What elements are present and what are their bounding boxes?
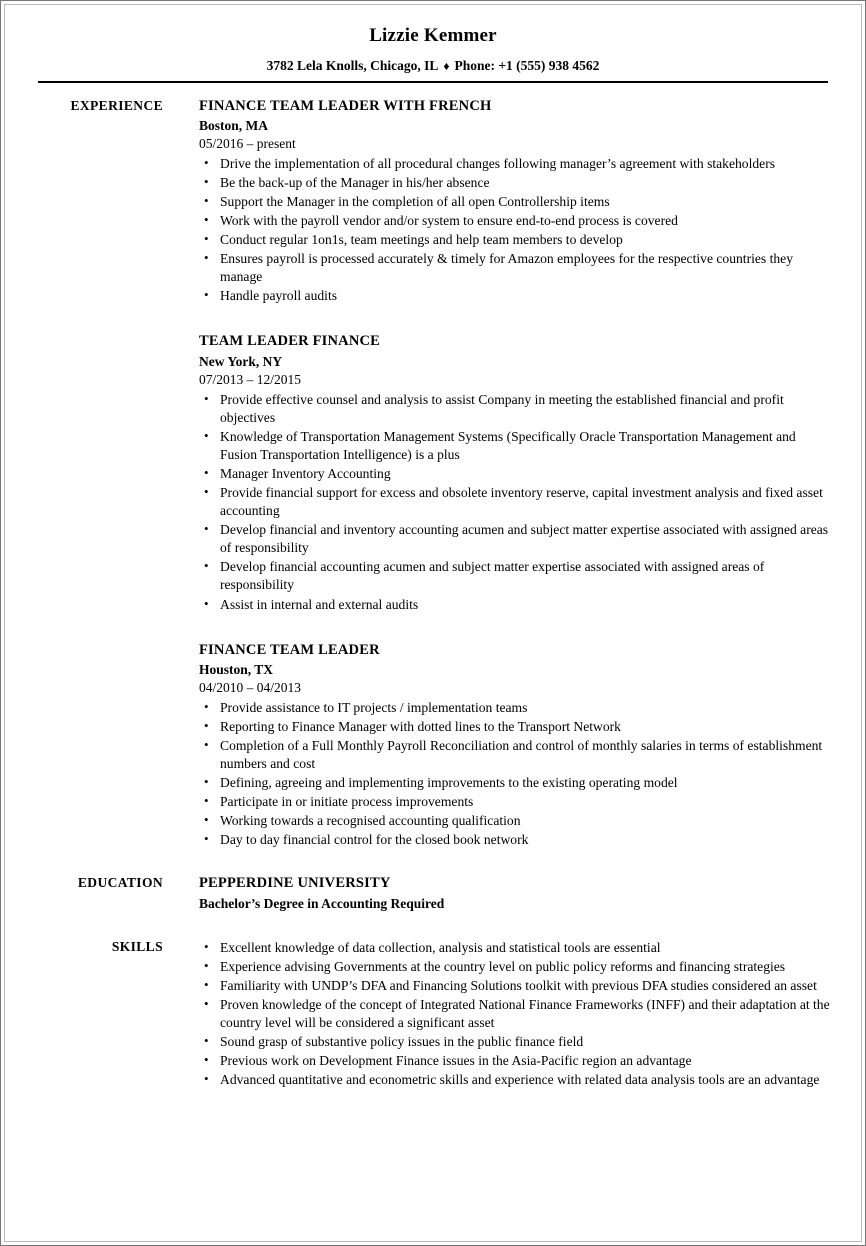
list-item: • Previous work on Development Finance issues in the Asia-Pacific region an advantage (199, 1052, 830, 1070)
list-item: • Work with the payroll vendor and/or system to ensure end-to-end process is covered (199, 212, 830, 230)
job-location: Houston, TX (199, 661, 274, 677)
list-item: • Assist in internal and external audits (199, 596, 830, 614)
contact-phone: Phone: +1 (555) 938 4562 (454, 57, 600, 73)
job-location: New York, NY (199, 353, 283, 369)
job-title: FINANCE TEAM LEADER (199, 641, 380, 658)
candidate-name: Lizzie Kemmer (369, 25, 497, 46)
list-item: • Provide effective counsel and analysis to assist Company in meeting the established financial and profit objectives (199, 391, 830, 427)
section-experience (36, 97, 830, 850)
section-label-experience: EXPERIENCE (70, 97, 163, 113)
job-bullet-list (199, 155, 830, 306)
list-item: • Conduct regular 1on1s, team meetings and help team members to develop (199, 231, 830, 249)
list-item: • Completion of a Full Monthly Payroll Reconciliation and control of monthly salaries in terms of establishment numbers and cost (199, 737, 830, 773)
job-bullet-list (199, 699, 830, 850)
diamond-separator-icon: ♦ (443, 58, 450, 73)
experience-entry (199, 641, 830, 850)
list-item: • Drive the implementation of all procedural changes following manager’s agreement with stakeholders (199, 155, 830, 173)
list-item: • Handle payroll audits (199, 287, 830, 305)
list-item: • Develop financial and inventory accounting acumen and subject matter expertise associated with assigned areas of responsibility (199, 521, 830, 557)
skills-bullet-list (199, 939, 830, 1090)
job-dates: 05/2016 – present (199, 136, 296, 152)
list-item: • Defining, agreeing and implementing improvements to the existing operating model (199, 774, 830, 792)
experience-entry (199, 332, 830, 613)
list-item: • Provide assistance to IT projects / implementation teams (199, 699, 830, 717)
list-item: • Experience advising Governments at the country level on public policy reforms and financing strategies (199, 958, 830, 976)
list-item: • Knowledge of Transportation Management Systems (Specifically Oracle Transportation Management and Fusion Transportation Intelligence) is a plus (199, 428, 830, 464)
list-item: • Familiarity with UNDP’s DFA and Financing Solutions toolkit with previous DFA studies considered an asset (199, 977, 830, 995)
list-item: • Sound grasp of substantive policy issues in the public finance field (199, 1033, 830, 1051)
job-title: TEAM LEADER FINANCE (199, 333, 381, 350)
job-dates: 07/2013 – 12/2015 (199, 372, 302, 388)
experience-entries (163, 97, 830, 850)
list-item: • Day to day financial control for the closed book network (199, 831, 830, 849)
list-item: • Participate in or initiate process improvements (199, 793, 830, 811)
list-item: • Be the back-up of the Manager in his/her absence (199, 174, 830, 192)
list-item: • Working towards a recognised accounting qualification (199, 812, 830, 830)
section-label-skills: SKILLS (111, 938, 163, 954)
list-item: • Advanced quantitative and econometric skills and experience with related data analysis tools are an advantage (199, 1071, 830, 1089)
list-item: • Develop financial accounting acumen and subject matter expertise associated with assigned areas of responsibility (199, 558, 830, 594)
degree-name: Bachelor’s Degree in Accounting Required (199, 896, 445, 912)
header-divider (38, 81, 828, 83)
contact-line (36, 58, 830, 75)
skills-list-wrapper (163, 938, 830, 1090)
education-entry (163, 874, 830, 912)
job-location: Boston, MA (199, 117, 269, 133)
job-dates: 04/2010 – 04/2013 (199, 680, 302, 696)
section-skills (36, 938, 830, 1090)
list-item: • Provide financial support for excess and obsolete inventory reserve, capital investment analysis and fixed asset accounting (199, 484, 830, 520)
list-item: • Reporting to Finance Manager with dotted lines to the Transport Network (199, 718, 830, 736)
school-name: PEPPERDINE UNIVERSITY (199, 875, 391, 892)
list-item: • Ensures payroll is processed accurately & timely for Amazon employees for the respective countries they manage (199, 250, 830, 286)
list-item: • Support the Manager in the completion of all open Controllership items (199, 193, 830, 211)
list-item: • Proven knowledge of the concept of Integrated National Finance Frameworks (INFF) and their adaptation at the country level will be considered a significant asset (199, 996, 830, 1032)
contact-address: 3782 Lela Knolls, Chicago, IL (266, 57, 439, 73)
experience-entry (199, 97, 830, 306)
section-education (36, 874, 830, 912)
job-bullet-list (199, 391, 830, 614)
job-title: FINANCE TEAM LEADER WITH FRENCH (199, 97, 492, 114)
list-item: • Excellent knowledge of data collection, analysis and statistical tools are essential (199, 939, 830, 957)
list-item: • Manager Inventory Accounting (199, 465, 830, 483)
section-label-education: EDUCATION (77, 875, 163, 891)
